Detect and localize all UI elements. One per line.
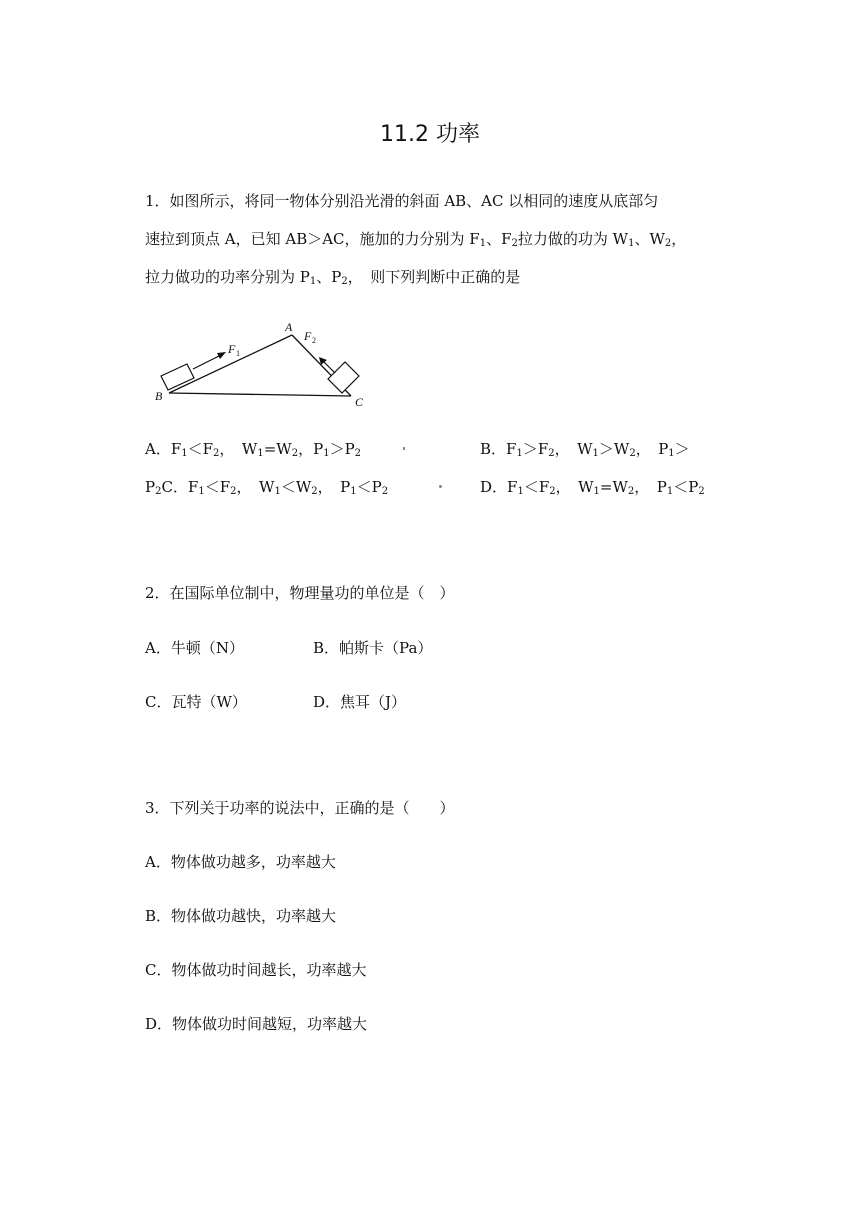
q3-option-b: B．物体做功越快，功率越大 — [145, 907, 337, 925]
force-arrow-f1 — [193, 355, 221, 369]
point-b-label: B — [155, 389, 163, 403]
q1-option-a: A．$F_1<F_2$， $W_1=W_2$，$P_1>P_2$ — [145, 440, 362, 459]
q2-option-c: C．瓦特（W） — [145, 693, 247, 711]
force-arrow-f2 — [323, 361, 335, 373]
incline-diagram — [145, 318, 375, 408]
q1-option-b: B．$F_1>F_2$， $W_1>W_2$， $P_1>$ — [480, 440, 690, 459]
q3-option-c: C．物体做功时间越长，功率越大 — [145, 961, 367, 979]
q3-stem: 3．下列关于功率的说法中，正确的是（ ） — [145, 799, 455, 817]
block-on-ab — [161, 364, 194, 390]
q3-option-d: D．物体做功时间越短，功率越大 — [145, 1015, 368, 1033]
page-title: 11.2 功率 — [380, 122, 480, 147]
base-line-bc — [169, 393, 351, 396]
q2-option-a: A．牛顿（N） — [145, 639, 244, 657]
f2-label: F — [304, 329, 312, 343]
f1-subscript: 1 — [236, 349, 240, 358]
stray-mark — [403, 447, 405, 450]
q1-option-d: D．$F_1<F_2$， $W_1=W_2$， $P_1<P_2$ — [480, 478, 705, 497]
f2-subscript: 2 — [312, 336, 316, 345]
f1-label: F — [228, 342, 236, 356]
q2-stem: 2．在国际单位制中，物理量功的单位是（ ） — [145, 584, 455, 602]
q1-stem-line3: 拉力做功的功率分别为 $P_1$、$P_2$， 则下列判断中正确的是 — [145, 268, 521, 287]
q1-stem-line2: 速拉到顶点 A，已知 AB＞AC，施加的力分别为 $F_1$、$F_2$拉力做的功为 $W_1$、$W_2$， — [145, 230, 687, 249]
q1-option-c: $P_2C$．$F_1<F_2$， $W_1<W_2$， $P_1<P_2$ — [145, 478, 389, 497]
q2-option-d: D．焦耳（J） — [313, 693, 407, 711]
block-on-ac — [328, 362, 359, 393]
arrowhead-f1 — [217, 352, 226, 359]
point-a-label: A — [285, 320, 293, 334]
q1-stem-line1: 1．如图所示，将同一物体分别沿光滑的斜面 AB、AC 以相同的速度从底部匀 — [145, 192, 659, 210]
stray-mark — [439, 485, 442, 488]
point-c-label: C — [355, 395, 364, 408]
q3-option-a: A．物体做功越多，功率越大 — [145, 853, 336, 871]
q2-option-b: B．帕斯卡（Pa） — [313, 639, 433, 657]
